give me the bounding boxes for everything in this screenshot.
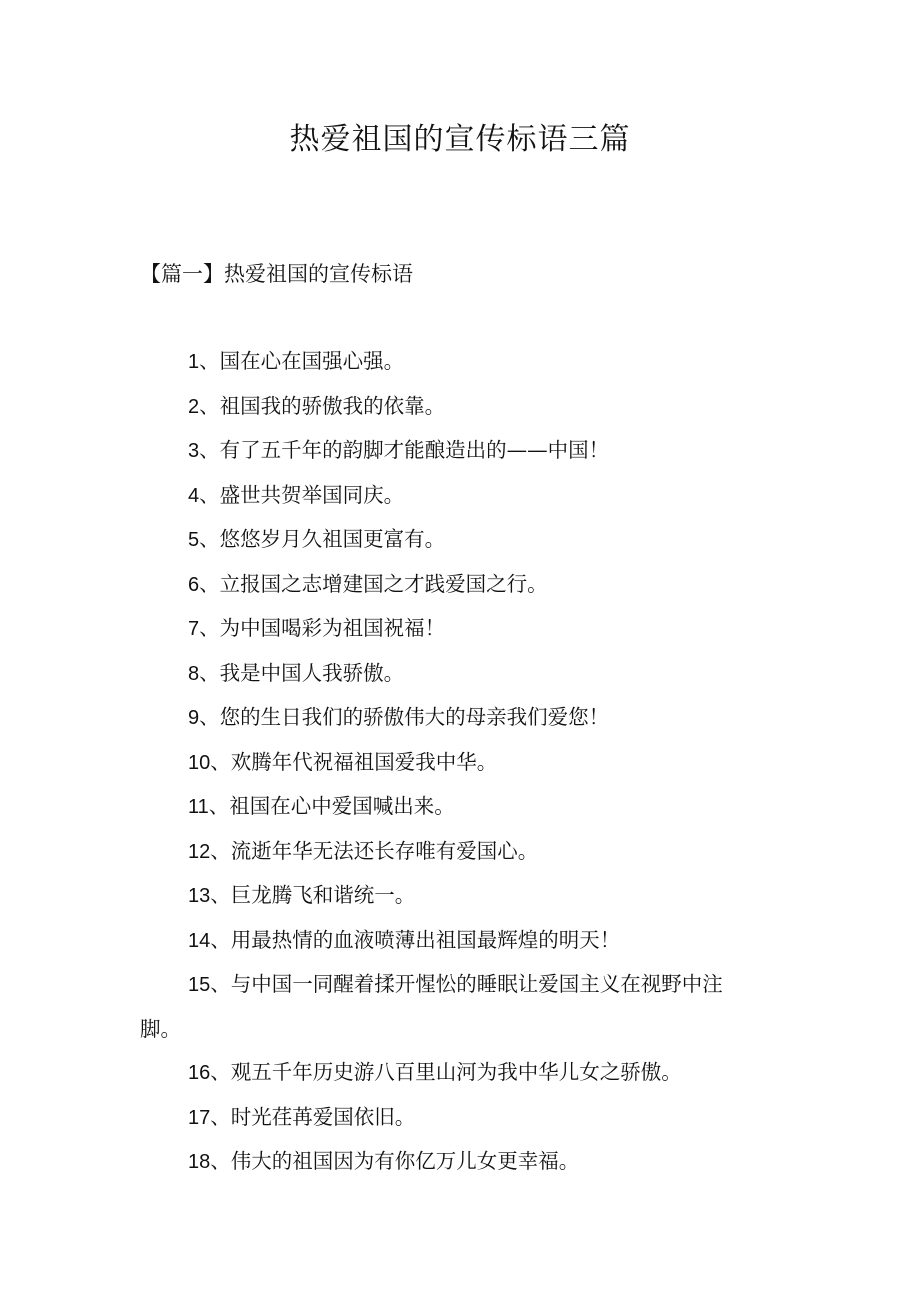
list-item <box>140 518 740 563</box>
item-text: 、欢腾年代祝福祖国爱我中华。 <box>210 749 498 774</box>
list-item <box>140 1140 740 1185</box>
item-number: 3 <box>188 440 200 462</box>
list-item <box>140 1096 740 1141</box>
item-number: 18 <box>188 1151 211 1173</box>
list-item <box>140 652 740 697</box>
section-heading: 【篇一】热爱祖国的宣传标语 <box>140 262 413 286</box>
list-item <box>140 1051 740 1096</box>
item-text: 、用最热情的血液喷薄出祖国最辉煌的明天！ <box>210 927 621 952</box>
item-number: 4 <box>188 484 200 507</box>
item-text: 、流逝年华无法还长存唯有爱国心。 <box>210 838 539 863</box>
item-text: 、为中国喝彩为祖国祝福！ <box>199 616 446 640</box>
list-item <box>140 563 740 608</box>
list-item <box>140 785 740 830</box>
list-item <box>140 429 740 474</box>
item-number: 1 <box>188 351 200 373</box>
list-item <box>140 963 740 1051</box>
item-text: 、悠悠岁月久祖国更富有。 <box>199 527 446 551</box>
item-text: 、伟大的祖国因为有你亿万儿女更幸福。 <box>210 1149 580 1173</box>
item-text: 、时光荏苒爱国依旧。 <box>210 1104 416 1129</box>
item-number: 15 <box>188 974 211 996</box>
item-text: 、祖国在心中爱国喊出来。 <box>208 794 455 818</box>
list-item <box>140 474 740 519</box>
item-text: 、祖国我的骄傲我的依靠。 <box>199 393 446 418</box>
item-number: 11 <box>188 796 209 818</box>
item-text: 、盛世共贺举国同庆。 <box>199 482 405 507</box>
item-text: 、您的生日我们的骄傲伟大的母亲我们爱您！ <box>199 705 610 729</box>
item-number: 16 <box>188 1062 211 1084</box>
item-number: 17 <box>188 1106 211 1129</box>
item-number: 5 <box>188 529 200 551</box>
item-number: 6 <box>188 573 200 596</box>
slogan-list <box>140 340 740 1185</box>
item-text: 、国在心在国强心强。 <box>199 349 405 373</box>
item-text: 、我是中国人我骄傲。 <box>199 660 405 685</box>
list-item <box>140 340 740 385</box>
list-item <box>140 874 740 919</box>
list-item <box>140 607 740 652</box>
list-item <box>140 385 740 430</box>
item-text: 、有了五千年的韵脚才能酿造出的——中国！ <box>199 438 610 462</box>
list-item <box>140 919 740 964</box>
item-text: 、观五千年历史游八百里山河为我中华儿女之骄傲。 <box>210 1060 682 1084</box>
list-item <box>140 830 740 875</box>
item-number: 14 <box>188 929 211 952</box>
item-number: 2 <box>188 395 200 418</box>
item-number: 10 <box>188 751 211 774</box>
item-text: 、巨龙腾飞和谐统一。 <box>210 883 416 907</box>
item-number: 8 <box>188 662 200 685</box>
item-text: 、立报国之志增建国之才践爱国之行。 <box>199 571 548 596</box>
item-number: 12 <box>188 840 211 863</box>
item-number: 13 <box>188 885 211 907</box>
list-item <box>140 696 740 741</box>
item-number: 7 <box>188 618 200 640</box>
page-title: 热爱祖国的宣传标语三篇 <box>289 122 631 157</box>
list-item <box>140 741 740 786</box>
item-text: 、与中国一同醒着揉开惺忪的睡眠让爱国主义在视野中注脚。 <box>140 972 723 1041</box>
item-number: 9 <box>188 707 200 729</box>
